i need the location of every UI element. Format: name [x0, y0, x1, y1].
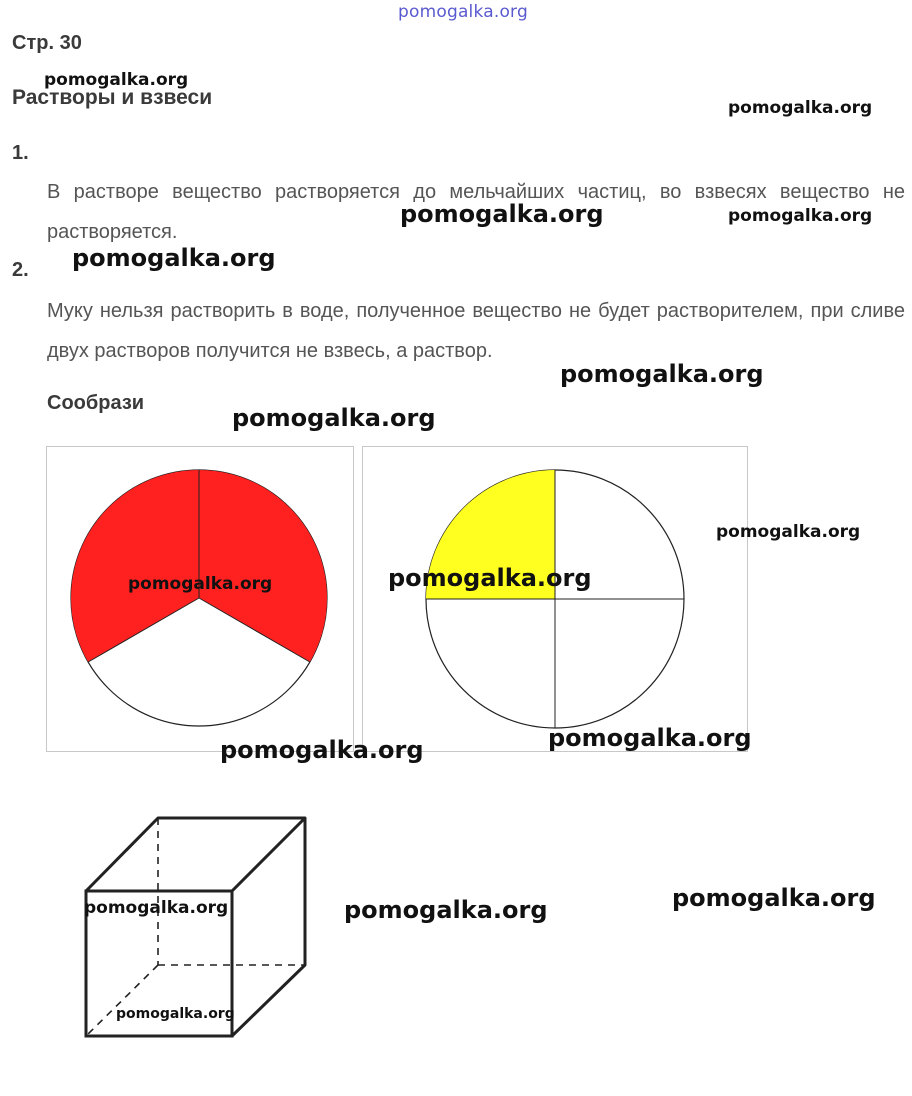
section-title: Сообрази	[47, 392, 145, 414]
watermark-text: pomogalka.org	[84, 898, 229, 918]
watermark-text: pomogalka.org	[560, 360, 764, 388]
question-2-number: 2.	[12, 259, 29, 281]
watermark-text: pomogalka.org	[232, 404, 436, 432]
question-1-answer: В растворе вещество растворяется до мельчайших частиц, во взвесях вещество не растворяется.	[47, 181, 905, 243]
header-watermark: pomogalka.org	[398, 2, 528, 22]
circle-quarters-figure	[362, 446, 748, 752]
watermark-text: pomogalka.org	[728, 206, 873, 226]
watermark-text: pomogalka.org	[672, 884, 876, 912]
watermark-text: pomogalka.org	[548, 724, 752, 752]
watermark-text: pomogalka.org	[128, 574, 273, 594]
watermark-text: pomogalka.org	[388, 564, 592, 592]
cube-hidden-edge-depth	[86, 965, 158, 1036]
page-number: Стр. 30	[12, 32, 82, 54]
question-2-answer: Муку нельзя растворить в воде, полученное вещество не будет растворителем, при сливе двух растворов получится не взвесь, а раствор.	[47, 300, 905, 362]
question-1-number: 1.	[12, 142, 29, 164]
page-title: Растворы и взвеси	[12, 86, 213, 109]
watermark-text: pomogalka.org	[116, 1006, 235, 1022]
watermark-text: pomogalka.org	[72, 244, 276, 272]
cube-right-face	[232, 818, 305, 1036]
cube-top-face	[86, 818, 305, 891]
watermark-text: pomogalka.org	[220, 736, 424, 764]
watermark-text: pomogalka.org	[44, 70, 189, 90]
watermark-text: pomogalka.org	[400, 200, 604, 228]
circle-thirds-figure	[46, 446, 354, 752]
watermark-text: pomogalka.org	[344, 896, 548, 924]
watermark-text: pomogalka.org	[716, 522, 861, 542]
watermark-text: pomogalka.org	[728, 98, 873, 118]
